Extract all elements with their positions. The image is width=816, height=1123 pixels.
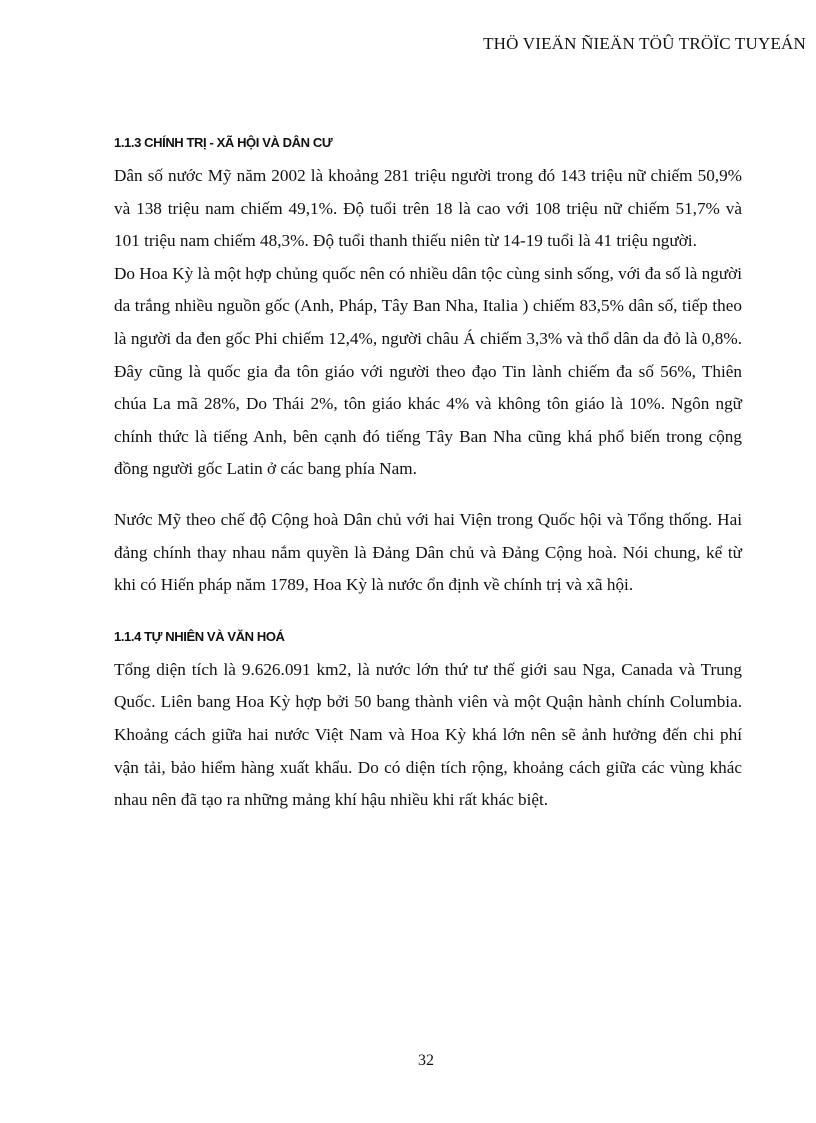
paragraph-government: Nước Mỹ theo chế độ Cộng hoà Dân chủ với hai Viện trong Quốc hội và Tổng thống. Hai đảng chính thay nhau nắm quyền là Đảng Dân chủ và Đảng Cộng hoà. Nói chung, kể từ khi có Hiến pháp năm 1789, Hoa Kỳ là nước ổn định về chính trị và xã hội. <box>114 509 742 595</box>
running-header-title: THÖ VIEÄN ÑIEÄN TÖÛ TRÖÏC TUYEÁN <box>483 34 806 53</box>
paragraph-ethnicity-religion: Do Hoa Kỳ là một hợp chủng quốc nên có nhiều dân tộc cùng sinh sống, với đa số là người da trắng nhiều nguồn gốc (Anh, Pháp, Tây Ban Nha, Italia ) chiếm 83,5% dân số, tiếp theo là người da đen gốc Phi chiếm 12,4%, người châu Á chiếm 3,3% và thổ dân da đỏ là 0,8%. Đây cũng là quốc gia đa tôn giáo với người theo đạo Tin lành chiếm đa số 56%, Thiên chúa La mã 28%, Do Thái 2%, tôn giáo khác 4% và không tôn giáo là 10%. Ngôn ngữ chính thức là tiếng Anh, bên cạnh đó tiếng Tây Ban Nha cũng khá phổ biến trong cộng đồng người gốc Latin ở các bang phía Nam. <box>114 263 743 479</box>
paragraph-area-geography: Tổng diện tích là 9.626.091 km2, là nước lớn thứ tư thế giới sau Nga, Canada và Trung Quốc. Liên bang Hoa Kỳ hợp bởi 50 bang thành viên và một Quận hành chính Columbia. Khoảng cách giữa hai nước Việt Nam và Hoa Kỳ khá lớn nên sẽ ảnh hưởng đến chi phí vận tải, bảo hiểm hàng xuất khẩu. Do có diện tích rộng, khoảng cách giữa các vùng khác nhau nên đã tạo ra những mảng khí hậu nhiều khi rất khác biệt. <box>114 659 742 810</box>
page-number: 32 <box>418 1052 434 1069</box>
document-body <box>114 134 742 817</box>
paragraph-population: Dân số nước Mỹ năm 2002 là khoảng 281 triệu người trong đó 143 triệu nữ chiếm 50,9% và 138 triệu nam chiếm 49,1%. Độ tuổi trên 18 là cao với 108 triệu nữ chiếm 51,7% và 101 triệu nam chiếm 48,3%. Độ tuổi thanh thiếu niên từ 14-19 tuổi là 41 triệu người. <box>114 166 742 251</box>
section-heading-nature-culture: 1.1.4 TỰ NHIÊN VÀ VĂN HOÁ <box>114 628 285 644</box>
section-heading-politics-society: 1.1.3 CHÍNH TRỊ - XÃ HỘI VÀ DÂN CƯ <box>114 135 333 150</box>
